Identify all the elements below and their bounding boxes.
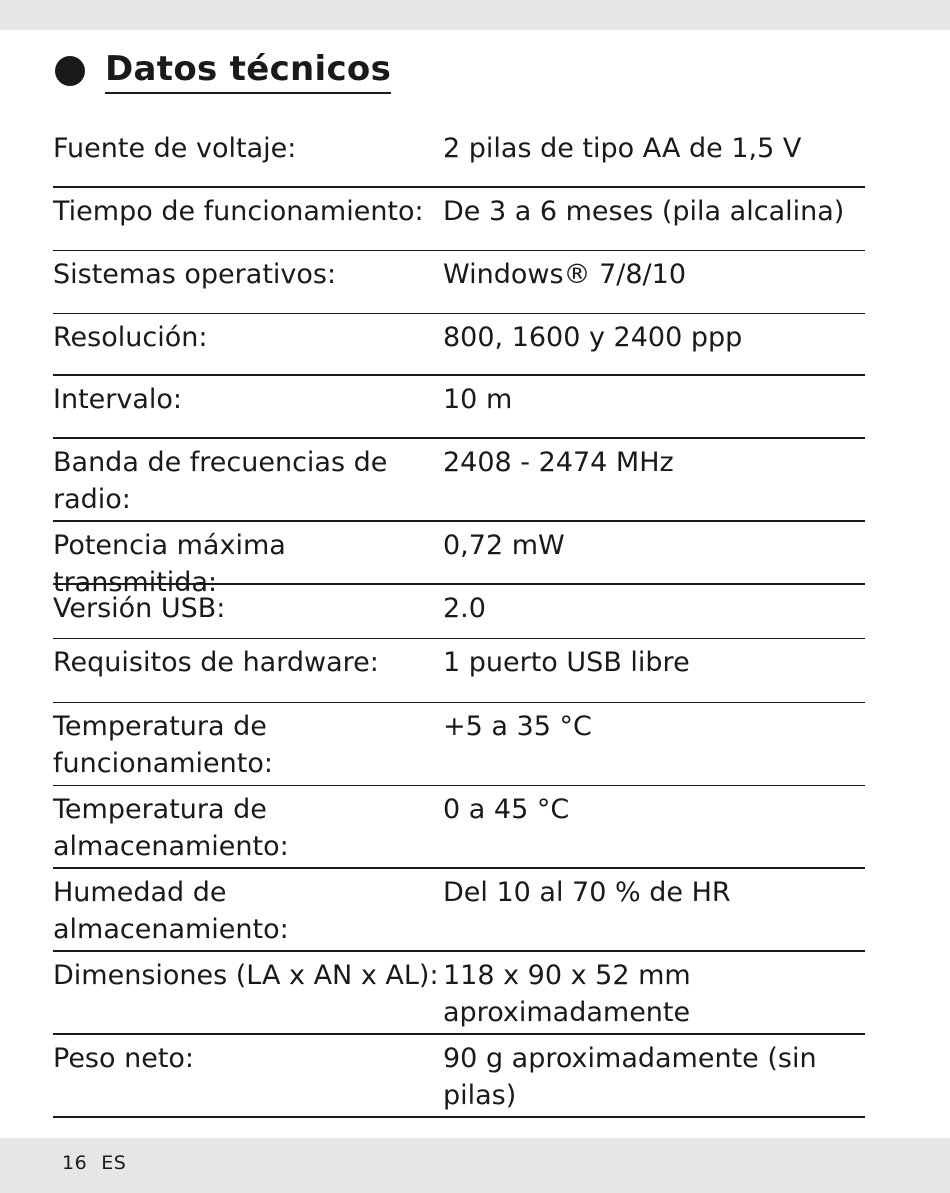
- spec-label: Peso neto:: [53, 1043, 195, 1074]
- spec-label: Tiempo de funcionamiento:: [53, 196, 424, 227]
- spec-row: [53, 522, 865, 598]
- spec-table: [53, 125, 865, 1118]
- footer-band: [0, 1138, 950, 1193]
- spec-label: Intervalo:: [53, 384, 183, 415]
- spec-row: [53, 188, 865, 251]
- spec-row: [53, 314, 865, 376]
- spec-row: [53, 952, 865, 1035]
- spec-label: Sistemas operativos:: [53, 259, 337, 290]
- bullet-icon: [55, 56, 85, 86]
- spec-label: Temperatura de almacenamiento:: [53, 794, 289, 862]
- spec-label: Versión USB:: [53, 593, 226, 624]
- spec-row: [53, 703, 865, 786]
- spec-row: [53, 639, 865, 703]
- spec-row: [53, 251, 865, 314]
- spec-row: [53, 1035, 865, 1118]
- spec-row: [53, 585, 865, 639]
- spec-label: Banda de frecuencias de radio:: [53, 447, 388, 515]
- spec-label: Temperatura de funcionamiento:: [53, 711, 273, 779]
- spec-row: [53, 439, 865, 522]
- spec-value: Del 10 al 70 % de HR: [443, 877, 731, 908]
- spec-value: 800, 1600 y 2400 ppp: [443, 322, 743, 353]
- spec-value: De 3 a 6 meses (pila alcalina): [443, 196, 845, 227]
- spec-value: 90 g aproximadamente (sin pilas): [443, 1043, 817, 1111]
- spec-label: Requisitos de hardware:: [53, 647, 379, 678]
- spec-row: [53, 869, 865, 952]
- spec-value: Windows® 7/8/10: [443, 259, 687, 290]
- page-number: 16: [62, 1152, 88, 1174]
- spec-value: 2.0: [443, 593, 486, 624]
- spec-row: [53, 125, 865, 188]
- spec-value: 1 puerto USB libre: [443, 647, 690, 678]
- page-footer: [62, 1152, 140, 1174]
- spec-value: 2408 - 2474 MHz: [443, 447, 674, 478]
- spec-value: 0 a 45 °C: [443, 794, 570, 825]
- section-title: Datos técnicos: [105, 48, 391, 94]
- section-heading: [55, 48, 391, 94]
- spec-label: Potencia máxima transmitida:: [53, 530, 286, 598]
- spec-row: [53, 786, 865, 869]
- spec-value: 0,72 mW: [443, 530, 565, 561]
- spec-label: Fuente de voltaje:: [53, 133, 297, 164]
- spec-label: Humedad de almacenamiento:: [53, 877, 289, 945]
- spec-label: Resolución:: [53, 322, 208, 353]
- spec-value: 118 x 90 x 52 mm aproximadamente: [443, 960, 691, 1028]
- spec-value: 2 pilas de tipo AA de 1,5 V: [443, 133, 802, 164]
- top-margin-band: [0, 0, 950, 30]
- spec-value: +5 a 35 °C: [443, 711, 592, 742]
- spec-row: [53, 376, 865, 439]
- language-code: ES: [101, 1152, 127, 1174]
- spec-label: Dimensiones (LA x AN x AL):: [53, 960, 439, 991]
- spec-value: 10 m: [443, 384, 513, 415]
